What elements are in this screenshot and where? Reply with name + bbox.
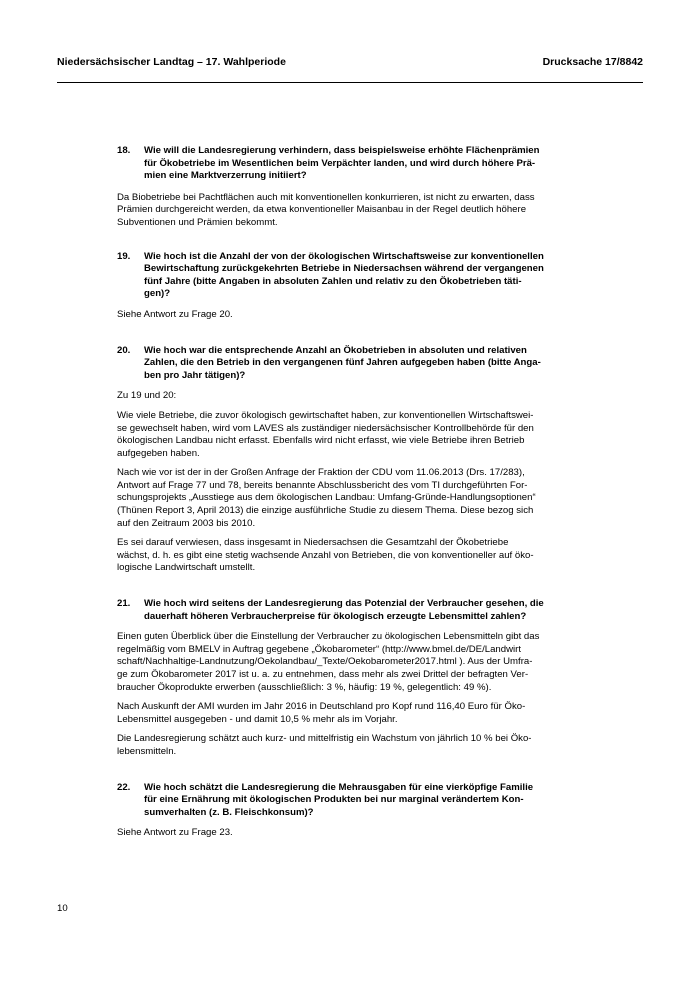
question-line: Bewirtschaftung zurückgekehrten Betriebe in Niedersachsen während der vergangenen: [144, 263, 544, 275]
answer-paragraph: [117, 467, 583, 530]
question-line: Wie hoch wird seitens der Landesregierung das Potenzial der Verbraucher gesehen, die: [144, 598, 544, 610]
answer-line: ge zum Ökobarometer 2017 ist u. a. zu entnehmen, dass mehr als zwei Drittel der befragten Ver-: [117, 669, 529, 680]
question-line: Wie hoch schätzt die Landesregierung die Mehrausgaben für eine vierköpfige Familie: [144, 781, 534, 793]
question-line: mien eine Marktverzerrung initiiert?: [144, 170, 307, 182]
answer-paragraph: [117, 537, 583, 575]
question-number: 21.: [117, 598, 131, 610]
answer-18: [117, 192, 583, 230]
answer-line: ökologischen Landbau nicht erfasst. Ebenfalls wird nicht erfasst, wie viele Betriebe ihren Betrieb: [117, 435, 525, 447]
question-text: [144, 251, 583, 301]
question-line: Zahlen, die den Betrieb in den vergangenen fünf Jahren aufgegeben haben (bitte Anga-: [144, 357, 541, 369]
question-line: dauerhaft höheren Verbraucherpreise für ökologisch erzeugte Lebensmittel zahlen?: [144, 610, 527, 622]
answer-line: braucher Ökoprodukte erwerben (ausschließlich: 3 %, häufig: 19 %, gelegentlich: 49 %).: [117, 681, 492, 693]
question-line: für Ökobetriebe im Wesentlichen beim Verpächter landen, und wird durch höhere Prä-: [144, 157, 536, 169]
answer-line: Es sei darauf verwiesen, dass insgesamt in Niedersachsen die Gesamtzahl der Ökobetriebe: [117, 537, 509, 549]
question-text: [144, 145, 583, 183]
question-number: 19.: [117, 250, 131, 262]
question-22: [117, 782, 583, 820]
question-text: [144, 345, 583, 383]
question-line: ben pro Jahr tätigen)?: [144, 369, 246, 381]
answer-19: Siehe Antwort zu Frage 20.: [117, 308, 233, 320]
answer-line: Wie viele Betriebe, die zuvor ökologisch gewirtschaftet haben, zur konventionellen Wirtschaftswei-: [117, 409, 534, 421]
question-text: [144, 598, 583, 623]
answer-line: schungsprojekts „Ausstiege aus dem ökologischen Landbau: Umfang-Gründe-Handlungsoptionen“: [117, 492, 536, 504]
answer-line: Lebensmittel ausgegeben - und damit 10,5 % mehr als im Vorjahr.: [117, 713, 398, 725]
header-title: Niedersächsischer Landtag – 17. Wahlperiode: [57, 56, 286, 68]
question-line: Wie hoch ist die Anzahl der von der ökologischen Wirtschaftsweise zur konventionellen: [144, 250, 544, 262]
question-19: [117, 251, 583, 301]
answer-line: wächst, d. h. es gibt eine stetig wachsende Anzahl von Betrieben, die von konventioneller auf öko-: [117, 549, 534, 561]
answer-line: Antwort auf Frage 77 und 78, bereits benannte Abschlussbericht des vom TI durchgeführten For-: [117, 479, 528, 491]
answer-line: auf den Zeitraum 2003 bis 2010.: [117, 517, 256, 529]
question-line: Wie hoch war die entsprechende Anzahl an Ökobetrieben in absoluten und relativen: [144, 344, 527, 356]
header-divider: [57, 82, 643, 83]
question-number: 20.: [117, 344, 131, 356]
answer-line: Einen guten Überblick über die Einstellung der Verbraucher zu ökologischen Lebensmitteln gibt das: [117, 631, 540, 643]
question-text: [144, 782, 583, 820]
answer-line: aufgegeben haben.: [117, 447, 200, 459]
question-20: [117, 345, 583, 383]
answer-line: se gewechselt haben, wird vom LAVES als zuständiger niedersächsischer Kontrollbehörde für den: [117, 422, 534, 434]
question-line: fünf Jahre (bitte Angaben in absoluten Zahlen und relativ zu den Ökobetrieben täti-: [144, 275, 522, 287]
question-21: [117, 598, 583, 623]
answer-line: schaft/Nachhaltige-Landnutzung/Oekolandbau/_Texte/Oekobarometer2017.html ). Aus der Umfra-: [117, 656, 533, 668]
page-header: [57, 56, 643, 68]
answer-line: logische Landwirtschaft umstellt.: [117, 562, 256, 574]
page-number: 10: [57, 903, 68, 914]
answer-paragraph: [117, 733, 583, 758]
answer-paragraph: [117, 701, 583, 726]
answer-line: lebensmitteln.: [117, 745, 177, 757]
document-number: Drucksache 17/8842: [542, 56, 643, 68]
question-number: 22.: [117, 781, 131, 793]
document-body: [117, 145, 583, 840]
answer-line: Subventionen und Prämien bekommt.: [117, 216, 278, 228]
answer-line: regelmäßig vom BMELV in Auftrag gegebene „Ökobarometer“ (http://www.bmel.de/DE/Landwirt: [117, 643, 522, 655]
answer-line: Prämien durchgereicht werden, da etwa konventioneller Maisanbau in der Regel deutlich höhere: [117, 204, 527, 216]
answer-paragraph: [117, 410, 583, 460]
question-line: Wie will die Landesregierung verhindern, dass beispielsweise erhöhte Flächenprämien: [144, 145, 540, 156]
answer-line: Nach wie vor ist der in der Großen Anfrage der Fraktion der CDU vom 11.06.2013 (Drs. 17/283),: [117, 467, 525, 479]
answer-line: Da Biobetriebe bei Pachtflächen auch mit konventionellen konkurrieren, ist nicht zu erwarten, dass: [117, 191, 535, 203]
question-18: [117, 145, 583, 183]
answer-intro: Zu 19 und 20:: [117, 390, 177, 402]
question-line: sumverhalten (z. B. Fleischkonsum)?: [144, 806, 314, 818]
answer-line: (Thünen Report 3, April 2013) die einzige ausführliche Studie zu diesem Thema. Diese bezog sich: [117, 505, 534, 517]
question-number: 18.: [117, 145, 131, 156]
answer-22: Siehe Antwort zu Frage 23.: [117, 827, 233, 839]
question-line: für eine Ernährung mit ökologischen Produkten bei nur marginal verändertem Kon-: [144, 794, 524, 806]
answer-line: Nach Auskunft der AMI wurden im Jahr 2016 in Deutschland pro Kopf rund 116,40 Euro für Öko-: [117, 701, 526, 713]
question-line: gen)?: [144, 288, 171, 300]
answer-paragraph: [117, 631, 583, 694]
answer-line: Die Landesregierung schätzt auch kurz- und mittelfristig ein Wachstum von jährlich 10 % bei Öko-: [117, 733, 532, 745]
